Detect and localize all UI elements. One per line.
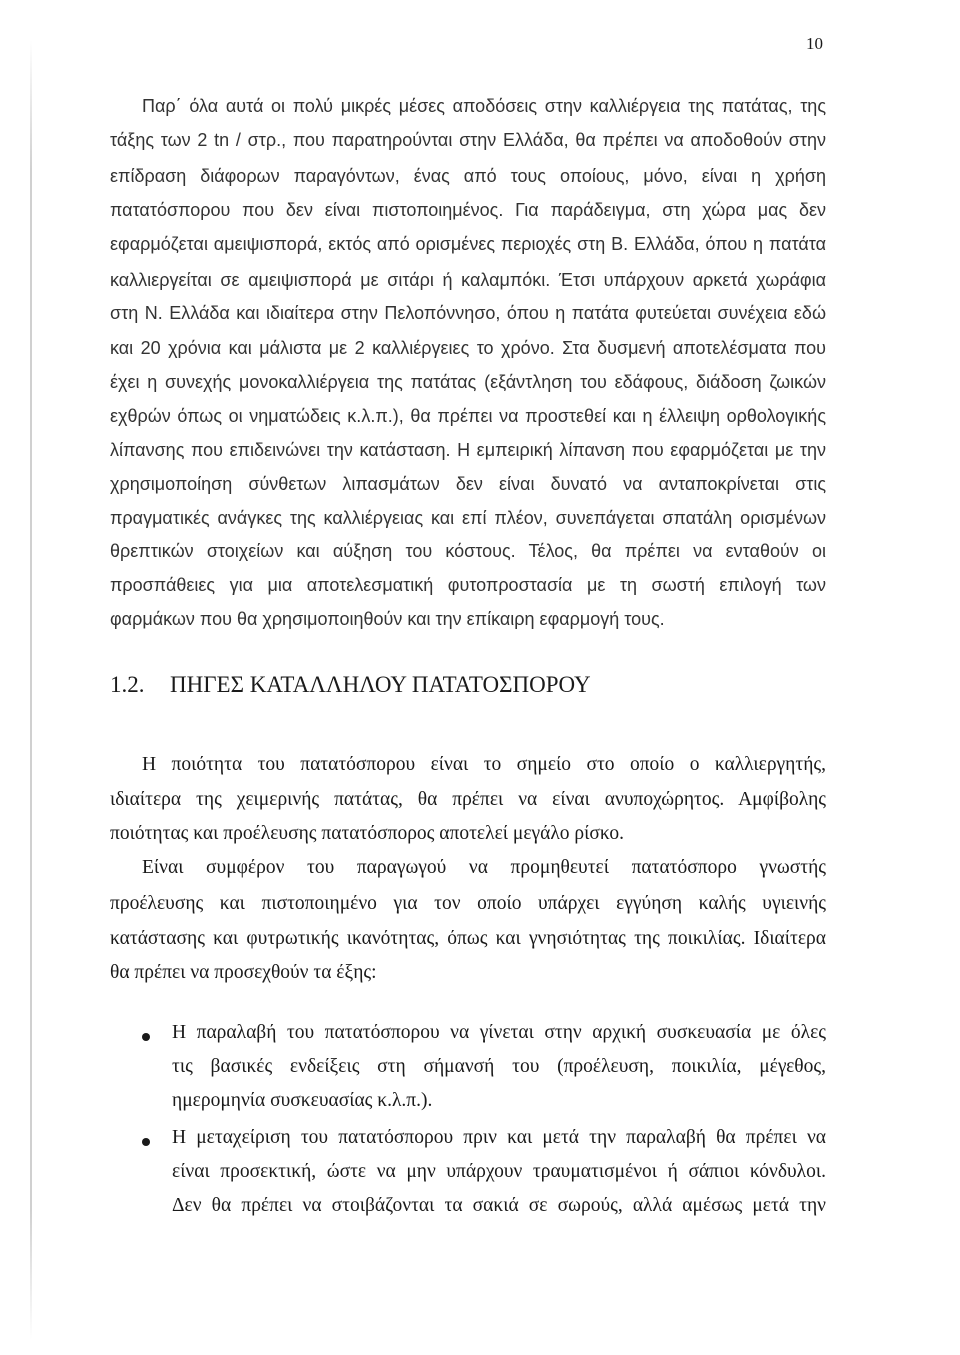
text-line: πατατόσπορου που δεν είναι πιστοποιημένος. Για παράδειγμα, στη χώρα μας δεν bbox=[110, 200, 826, 220]
text-line: τις βασικές ενδείξεις στη σήμανσή του (προέλευση, ποικιλία, μέγεθος, bbox=[172, 1056, 826, 1077]
section-heading bbox=[110, 672, 591, 698]
text-line: θα πρέπει να προσεχθούν τα έξης: bbox=[110, 962, 377, 983]
bullet-icon bbox=[142, 1033, 150, 1041]
text-line: χρησιμοποίηση σύνθετων λιπασμάτων δεν είναι δυνατό να ανταποκρίνεται στις bbox=[110, 474, 826, 494]
text-line: τάξης των 2 tn / στρ., που παρατηρούνται στην Ελλάδα, θα πρέπει να αποδοθούν στην bbox=[110, 130, 826, 150]
text-line: Η μεταχείριση του πατατόσπορου πριν και μετά την παραλαβή θα πρέπει να bbox=[172, 1127, 826, 1148]
page-number: 10 bbox=[806, 34, 823, 53]
text-line: ιδιαίτερα της χειμερινής πατάτας, θα πρέπει να είναι ανυποχώρητος. Αμφίβολης bbox=[110, 789, 826, 810]
section-number: 1.2. bbox=[110, 672, 145, 697]
section-title: ΠΗΓΕΣ ΚΑΤΑΛΛΗΛΟΥ ΠΑΤΑΤΟΣΠΟΡΟΥ bbox=[170, 672, 591, 697]
text-line: φαρμάκων που θα χρησιμοποιηθούν και την επίκαιρη εφαρμογή τους. bbox=[110, 609, 665, 629]
text-line: Δεν θα πρέπει να στοιβάζονται τα σακιά σε σωρούς, αλλά αμέσως μετά την bbox=[172, 1195, 826, 1216]
text-line: στη Ν. Ελλάδα και ιδιαίτερα στην Πελοπόννησο, όπου η πατάτα φυτεύεται συνέχεια εδώ bbox=[110, 303, 826, 323]
text-line: ποιότητας και προέλευσης πατατόσπορος αποτελεί μεγάλο ρίσκο. bbox=[110, 823, 624, 844]
text-line: καλλιεργείται σε αμειψισπορά με σιτάρι ή καλαμπόκι. Έτσι υπάρχουν αρκετά χωράφια bbox=[110, 270, 826, 290]
text-line: Είναι συμφέρον του παραγωγού να προμηθευτεί πατατόσπορο γνωστής bbox=[142, 857, 826, 878]
text-line: θρεπτικών στοιχείων και αύξηση του κόστους. Τέλος, θα πρέπει να ενταθούν οι bbox=[110, 541, 826, 561]
text-line: πραγματικές ανάγκες της καλλιέργειας και επί πλέον, συνεπάγεται σπατάλη ορισμένων bbox=[110, 508, 826, 528]
text-line: είναι προσεκτική, ώστε να μην υπάρχουν τραυματισμένοι ή σάπιοι κόνδυλοι. bbox=[172, 1161, 826, 1182]
text-line: Η ποιότητα του πατατόσπορου είναι το σημείο στο οποίο ο καλλιεργητής, bbox=[142, 754, 826, 775]
text-line: προσπάθειες για μια αποτελεσματική φυτοπροστασία με τη σωστή επιλογή των bbox=[110, 575, 826, 595]
text-line: έχει η συνεχής μονοκαλλιέργεια της πατάτας (εξάντληση του εδάφους, διάδοση ζωικών bbox=[110, 372, 826, 392]
text-line: λίπανσης που επιδεινώνει την κατάσταση. Η εμπειρική λίπανση που εφαρμόζεται με την bbox=[110, 440, 826, 460]
text-line: εφαρμόζεται αμειψισπορά, εκτός από ορισμένες περιοχές στη Β. Ελλάδα, όπου η πατάτα bbox=[110, 234, 826, 254]
text-line: κατάστασης και φυτρωτικής ικανότητας, όπως και γνησιότητας της ποικιλίας. Ιδιαίτερα bbox=[110, 928, 826, 949]
text-line: προέλευσης και πιστοποιημένο για τον οποίο υπάρχει εγγύηση καλής υγιεινής bbox=[110, 893, 826, 914]
text-line: Παρ΄ όλα αυτά οι πολύ μικρές μέσες αποδόσεις στην καλλιέργεια της πατάτας, της bbox=[142, 96, 826, 116]
text-line: Η παραλαβή του πατατόσπορου να γίνεται στην αρχική συσκευασία με όλες bbox=[172, 1022, 826, 1043]
scan-edge-shadow bbox=[30, 40, 32, 1340]
text-line: επίδραση διάφορων παραγόντων, ένας από τους οποίους, μόνο, είναι η χρήση bbox=[110, 166, 826, 186]
text-line: εχθρών όπως οι νηματώδεις κ.λ.π.), θα πρέπει να προστεθεί και η έλλειψη ορθολογικής bbox=[110, 406, 826, 426]
bullet-icon bbox=[142, 1138, 150, 1146]
text-line: και 20 χρόνια και μάλιστα με 2 καλλιέργειες το χρόνο. Στα δυσμενή αποτελέσματα που bbox=[110, 338, 826, 358]
text-line: ημερομηνία συσκευασίας κ.λ.π.). bbox=[172, 1090, 433, 1111]
